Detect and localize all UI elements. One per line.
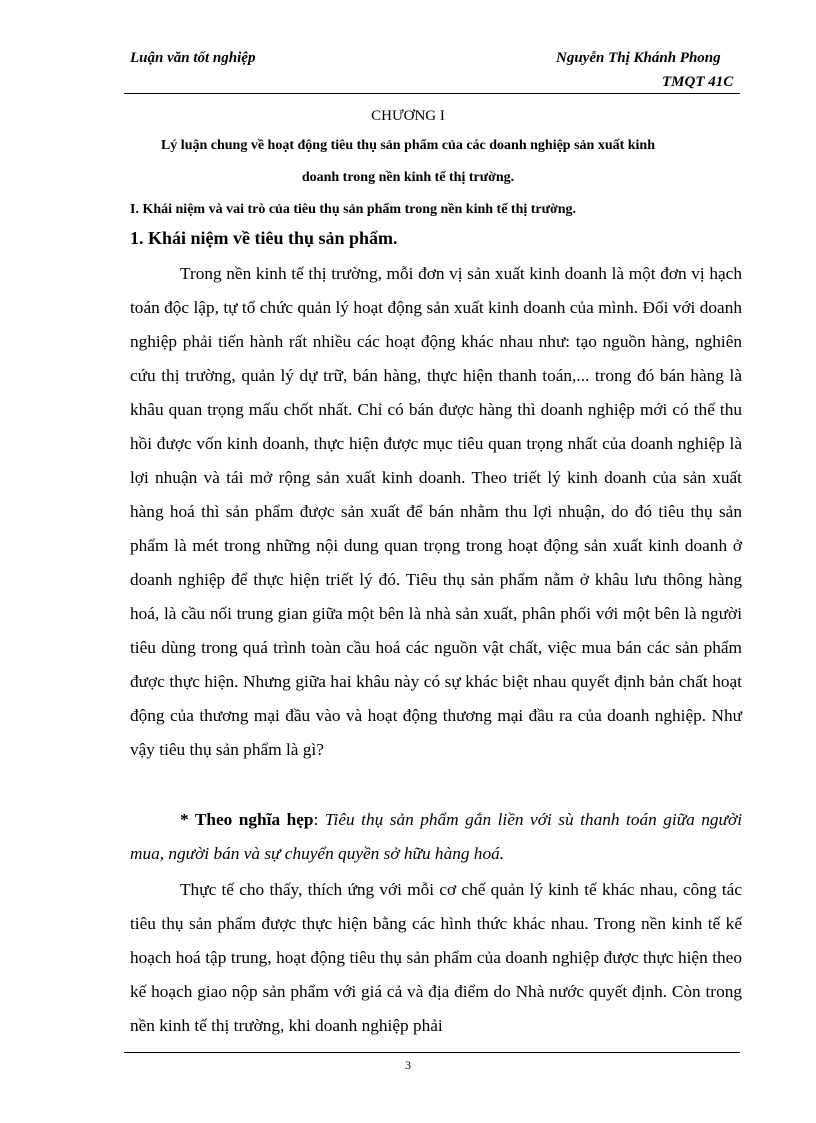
definition-separator: : — [313, 810, 325, 829]
chapter-heading: CHƯƠNG I — [371, 108, 445, 124]
page-number: 3 — [405, 1058, 411, 1072]
footer-divider — [124, 1052, 740, 1053]
body-paragraph-2 — [130, 803, 742, 871]
header-class-code: TMQT 41C — [662, 74, 734, 90]
header-divider — [124, 93, 740, 94]
header-left-text: Luận văn tốt nghiệp — [130, 50, 256, 66]
chapter-title-line-2: doanh trong nền kinh tế thị trường. — [301, 170, 515, 185]
body-paragraph-3: Thực tế cho thấy, thích ứng với mỗi cơ chế quản lý kinh tế khác nhau, công tác tiêu thụ sản phẩm được thực hiện bằng các hình thức khác nhau. Trong nền kinh tế kế hoạch hoá tập trung, hoạt động tiêu thụ sản phẩm của doanh nghiệp được thực hiện theo kế hoạch giao nộp sản phẩm với giá cả và địa điểm do Nhà nước quyết định. Còn trong nền kinh tế thị trường, khi doanh nghiệp phải — [130, 880, 742, 1035]
chapter-title-line-1: Lý luận chung về hoạt động tiêu thụ sản phẩm của các doanh nghiệp sản xuất kinh — [160, 138, 656, 153]
body-paragraph-1: Trong nền kinh tế thị trường, mỗi đơn vị sản xuất kinh doanh là một đơn vị hạch toán độc lập, tự tổ chức quản lý hoạt động sản xuất kinh doanh của mình. Đối với doanh nghiệp phải tiến hành rất nhiều các hoạt động khác nhau như: tạo nguồn hàng, nghiên cứu thị trường, quản lý dự trữ, bán hàng, thực hiện thanh toán,... trong đó bán hàng là khâu quan trọng mấu chốt nhất. Chỉ có bán được hàng thì doanh nghiệp mới có thể thu hồi được vốn kinh doanh, thực hiện được mục tiêu quan trọng nhất của doanh nghiệp là lợi nhuận và tái mở rộng sản xuất kinh doanh. Theo triết lý kinh doanh của sản xuất hàng hoá thì sản phẩm được sản xuất để bán nhằm thu lợi nhuận, do đó tiêu thụ sản phẩm là mét trong những nội dung quan trọng trong hoạt động sản xuất kinh doanh ở doanh nghiệp để thực hiện triết lý đó. Tiêu thụ sản phẩm nằm ở khâu lưu thông hàng hoá, là cầu nối trung gian giữa một bên là nhà sản xuất, phân phối với một bên là người tiêu dùng trong quá trình toàn cầu hoá các nguồn vật chất, việc mua bán các sản phẩm được thực hiện. Nhưng giữa hai khâu này có sự khác biệt nhau quyết định bản chất hoạt động của thương mại đầu vào và hoạt động thương mại đầu ra của doanh nghiệp. Như vậy tiêu thụ sản phẩm là gì? — [130, 264, 742, 759]
section-heading-1: I. Khái niệm và vai trò của tiêu thụ sản phẩm trong nền kinh tế thị trường. — [130, 202, 577, 217]
narrow-definition-label: * Theo nghĩa hẹp — [180, 810, 314, 829]
header-author-name: Nguyễn Thị Khánh Phong — [556, 50, 721, 66]
subsection-heading-1: 1. Khái niệm về tiêu thụ sản phẩm. — [130, 228, 398, 248]
narrow-definition-text: Tiêu thụ sản phẩm gắn liền với sù thanh toán giữa người mua, người bán và sự chuyển quyền sở hữu hàng hoá. — [130, 810, 743, 863]
